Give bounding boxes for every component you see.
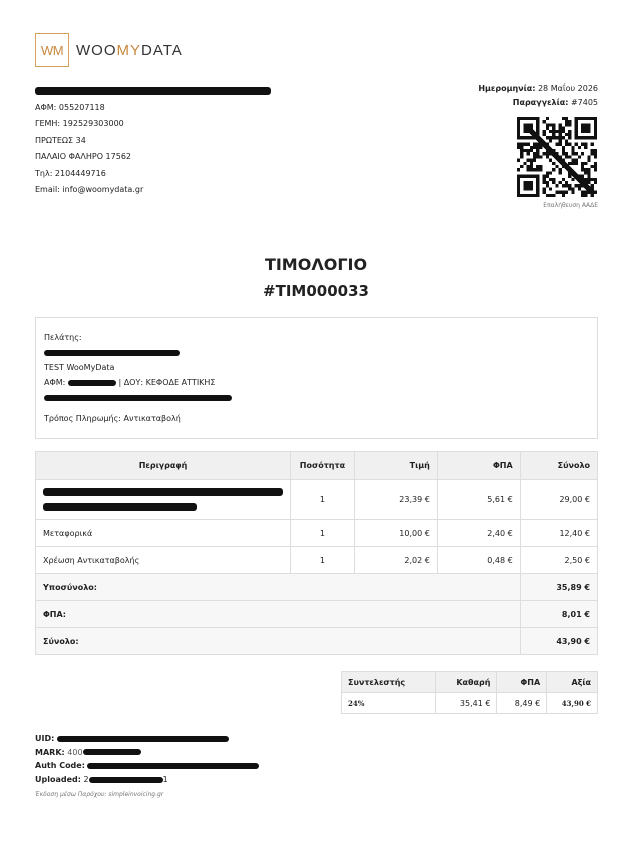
vat-row xyxy=(36,601,598,628)
seller-street: ΠΡΩΤΕΩΣ 34 xyxy=(35,135,86,145)
vat-label: ΦΠΑ: xyxy=(36,601,521,628)
invoice-date-label: Ημερομηνία: xyxy=(478,84,536,93)
qr-code-icon xyxy=(517,117,597,197)
customer-doy: | ΔΟΥ: ΚΕΦΟΔΕ ΑΤΤΙΚΗΣ xyxy=(118,378,216,387)
redacted-customer-address xyxy=(44,395,232,401)
invoice-order-label: Παραγγελία: xyxy=(512,97,569,107)
item-total: 2,50 € xyxy=(520,547,597,574)
item-price: 23,39 € xyxy=(354,480,437,520)
item-vat: 0,48 € xyxy=(437,547,520,574)
document-number: #TIM000033 xyxy=(263,282,369,300)
vat-breakdown-header xyxy=(342,672,598,693)
vat-net: 35,41 € xyxy=(435,693,497,714)
uploaded-label: Uploaded: xyxy=(35,775,81,785)
col-price: Τιμή xyxy=(354,452,437,480)
vat-amount: 8,49 € xyxy=(497,693,547,714)
total-label: Σύνολο: xyxy=(36,628,521,655)
col-rate: Συντελεστής xyxy=(342,672,436,693)
redacted-auth-code xyxy=(87,763,259,769)
redacted-mark xyxy=(83,749,141,755)
vat-value: 43,90 € xyxy=(547,693,598,714)
customer-company: TEST WooMyData xyxy=(44,363,115,372)
redacted-customer-name xyxy=(44,350,180,356)
table-row xyxy=(36,480,598,520)
total-value: 43,90 € xyxy=(520,628,597,655)
invoice-meta xyxy=(478,82,598,109)
qr-caption: Επαλήθευση ΑΑΔΕ xyxy=(543,202,598,209)
auth-line xyxy=(35,759,259,773)
redacted-uid xyxy=(57,736,229,742)
uid-line xyxy=(35,732,259,746)
aade-info xyxy=(35,732,259,802)
invoice-date-value: 28 Μαΐου 2026 xyxy=(537,84,598,93)
table-row xyxy=(36,520,598,547)
invoice-order-value: #7405 xyxy=(570,97,598,107)
company-logo xyxy=(35,33,183,67)
seller-email: Email: info@woomydata.gr xyxy=(35,185,144,194)
mark-prefix: 400 xyxy=(67,747,83,757)
col-quantity: Ποσότητα xyxy=(291,452,355,480)
subtotal-label: Υποσύνολο: xyxy=(36,574,521,601)
logo-text-data: DATA xyxy=(141,41,183,59)
item-qty: 1 xyxy=(291,547,355,574)
redacted-seller-name xyxy=(35,87,271,95)
col-net: Καθαρή xyxy=(435,672,497,693)
uploaded-prefix: 2 xyxy=(83,775,89,785)
col-value: Αξία xyxy=(547,672,598,693)
payment-method: Τρόπος Πληρωμής: Αντικαταβολή xyxy=(44,414,181,423)
redacted-item-description xyxy=(43,503,197,511)
seller-gemi: ΓΕΜΗ: 192529303000 xyxy=(35,119,124,128)
logo-text xyxy=(76,42,183,59)
vat-breakdown-table xyxy=(341,671,598,714)
customer-tax xyxy=(44,375,589,390)
col-total: Σύνολο xyxy=(520,452,597,480)
mark-label: MARK: xyxy=(35,747,65,757)
col-description: Περιγραφή xyxy=(36,452,291,480)
item-total: 12,40 € xyxy=(520,520,597,547)
vat-value: 8,01 € xyxy=(520,601,597,628)
item-qty: 1 xyxy=(291,480,355,520)
customer-afm-label: ΑΦΜ: xyxy=(44,378,66,387)
seller-phone: Τηλ: 2104449716 xyxy=(35,168,106,178)
mark-line xyxy=(35,746,259,760)
subtotal-value: 35,89 € xyxy=(520,574,597,601)
uploaded-line xyxy=(35,773,259,787)
item-price: 10,00 € xyxy=(354,520,437,547)
redacted-uploaded xyxy=(89,777,163,783)
item-qty: 1 xyxy=(291,520,355,547)
redacted-item-description xyxy=(43,488,283,496)
logo-text-woo: WOO xyxy=(76,41,117,59)
item-description xyxy=(36,480,291,520)
item-total: 29,00 € xyxy=(520,480,597,520)
customer-label: Πελάτης: xyxy=(44,333,82,342)
table-row xyxy=(36,547,598,574)
item-description: Μεταφορικά xyxy=(36,520,291,547)
item-description: Χρέωση Αντικαταβολής xyxy=(36,547,291,574)
customer-box xyxy=(35,317,598,439)
document-title: ΤΙΜΟΛΟΓΙΟ xyxy=(264,255,368,274)
uploaded-suffix: 1 xyxy=(162,775,168,785)
vat-rate: 24% xyxy=(342,693,436,714)
seller-afm: ΑΦΜ: 055207118 xyxy=(35,102,105,112)
col-vat: ΦΠΑ xyxy=(437,452,520,480)
auth-label: Auth Code: xyxy=(35,761,85,771)
items-table xyxy=(35,451,598,655)
item-vat: 5,61 € xyxy=(437,480,520,520)
redacted-customer-afm xyxy=(68,380,116,386)
item-vat: 2,40 € xyxy=(437,520,520,547)
invoice-date xyxy=(478,82,598,96)
invoice-order xyxy=(478,96,598,110)
seller-info xyxy=(35,83,271,199)
subtotal-row xyxy=(36,574,598,601)
total-row xyxy=(36,628,598,655)
logo-mark: WM xyxy=(35,33,69,67)
issued-by: Έκδοση μέσω Παρόχου: simpleinvoicing.gr xyxy=(35,790,164,798)
item-price: 2,02 € xyxy=(354,547,437,574)
col-vat-amount: ΦΠΑ xyxy=(497,672,547,693)
table-row xyxy=(342,693,598,714)
items-header xyxy=(36,452,598,480)
logo-text-my: MY xyxy=(116,41,141,59)
seller-city: ΠΑΛΑΙΟ ΦΑΛΗΡΟ 17562 xyxy=(35,152,132,161)
uid-label: UID: xyxy=(35,734,55,743)
